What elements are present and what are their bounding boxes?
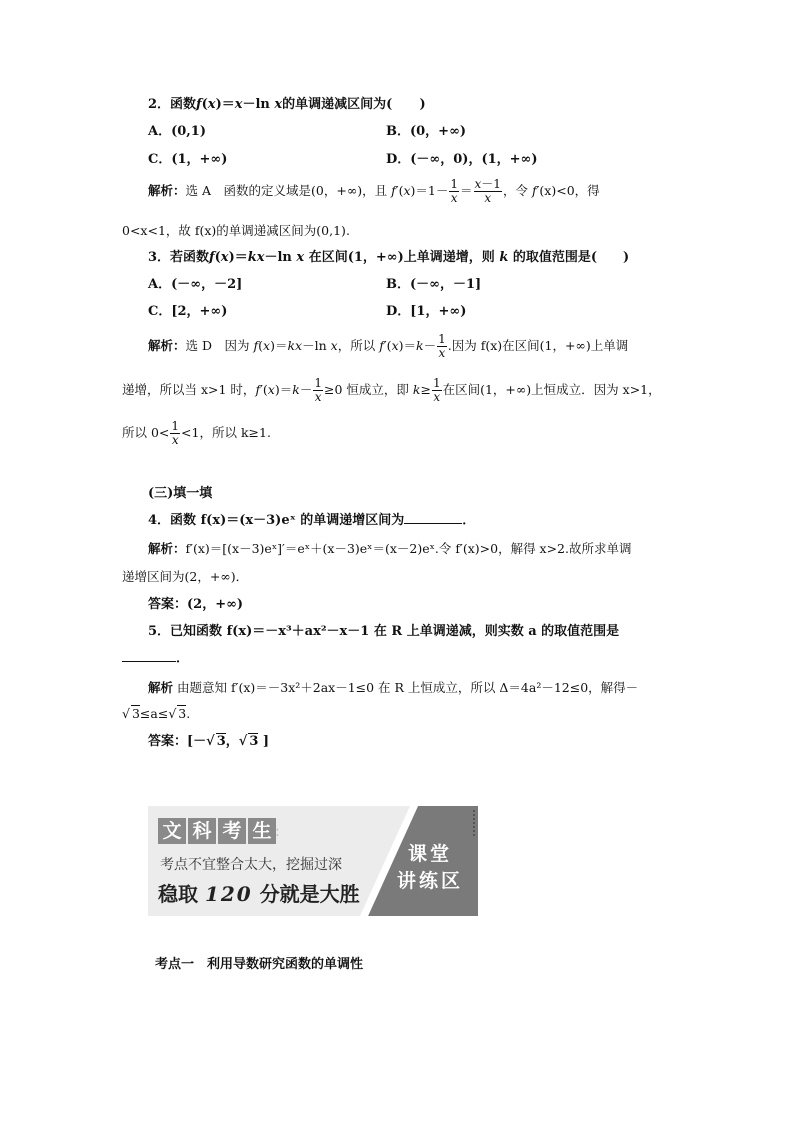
q5-answer-label: 答案： bbox=[148, 734, 188, 749]
q5-answer-close: ] bbox=[262, 734, 270, 749]
q2-fraction-1-over-x: $\frac{1}{x}$ bbox=[450, 177, 458, 205]
q3-option-d: D．[1，+∞) bbox=[386, 304, 467, 319]
banner-tile: 文 bbox=[158, 818, 186, 844]
q3-fraction-b: $\frac{1}{x}$ bbox=[314, 376, 322, 404]
q5-answer-open: [－ bbox=[187, 734, 207, 749]
q5-analysis-end: . bbox=[186, 706, 191, 721]
q3-analysis-text-c: .因为 f(x)在区间(1，+∞)上单调 bbox=[447, 338, 629, 353]
q5-stem-end: ． bbox=[176, 651, 190, 666]
q4-answer-label: 答案： bbox=[148, 597, 188, 612]
q2-stem-mid: 的单调递减区间为( bbox=[282, 97, 393, 112]
q2-fraction-x-minus-1-over-x: $\frac{x-1}{x}$ bbox=[474, 177, 501, 205]
q3-analysis-line3 bbox=[122, 420, 271, 447]
q3-analysis-line1: 解析：选 D 因为 f(x)＝kx－ln x，所以 f′(x)＝k－ $\frac{1}{x}$ .因为 f(x)在区间(1，+∞)上单调 bbox=[148, 332, 629, 360]
q5-analysis-ineq: ≤a≤ bbox=[139, 706, 169, 721]
q3-analysis-text-b: ，所以 bbox=[337, 338, 376, 353]
q3-stem-end: 的取值范围是( ) bbox=[512, 250, 630, 265]
q5-analysis-label: 解析 bbox=[148, 680, 174, 695]
q4-answer-value: (2，+∞) bbox=[187, 597, 244, 612]
q4-stem-text: 4．函数 f(x)＝(x－3)eˣ 的单调递增区间为 bbox=[148, 513, 405, 528]
q3-stem-prefix: 3．若函数 bbox=[148, 250, 210, 265]
q5-analysis-text: 由题意知 f′(x)＝－3x²＋2ax－1≤0 在 R 上恒成立，所以 Δ＝4a²－12≤0，解得－ bbox=[177, 680, 639, 695]
banner-slogan-b: 分就是大胜 bbox=[259, 882, 360, 906]
q2-analysis-label: 解析： bbox=[148, 183, 186, 198]
q5-sqrt-b: 3 bbox=[178, 706, 187, 721]
q4-analysis-line2: 递增区间为(2，+∞)． bbox=[122, 569, 249, 584]
topic-heading: 考点一 利用导数研究函数的单调性 bbox=[155, 957, 364, 972]
q4-analysis-line1 bbox=[148, 540, 632, 558]
q2-option-a: A．(0,1) bbox=[148, 124, 207, 139]
q3-option-b: B．(－∞，－1] bbox=[386, 277, 482, 292]
q2-stem-end: ) bbox=[419, 97, 426, 112]
banner-tile: 生 bbox=[248, 818, 276, 844]
q3-fraction-d: $\frac{1}{x}$ bbox=[171, 419, 180, 447]
banner-right-line1: 课堂 bbox=[407, 843, 452, 865]
q4-stem bbox=[148, 512, 475, 530]
banner-tile: 考 bbox=[218, 818, 246, 844]
q5-analysis-line2: √ 3≤a≤√ 3. bbox=[122, 706, 191, 721]
q4-analysis-text: f′(x)＝[(x－3)eˣ]′＝eˣ＋(x－3)eˣ＝(x－2)eˣ.令 f′(x)>0，解得 x>2.故所求单调 bbox=[185, 541, 632, 556]
q2-analysis-line1: 解析：选 A 函数的定义域是(0，+∞)，且 f′(x)＝1－ $\frac{1}{x}$ ＝ $\frac{x-1}{x}$ ，令 f′(x)<0，得 bbox=[148, 177, 600, 205]
q3-option-c: C．[2，+∞) bbox=[148, 304, 228, 319]
banner-right-line2: 讲练区 bbox=[396, 870, 463, 892]
q3-analysis-text-g: 所以 0< bbox=[122, 425, 170, 440]
section-banner bbox=[148, 806, 478, 916]
banner-colon: : bbox=[275, 824, 280, 840]
q3-analysis-text-a: 选 D 因为 bbox=[185, 338, 250, 353]
banner-slogan-number: 120 bbox=[204, 882, 253, 906]
q3-fraction-a: $\frac{1}{x}$ bbox=[438, 332, 446, 360]
q5-sqrt-a: 3 bbox=[131, 706, 140, 721]
q5-stem bbox=[148, 623, 619, 641]
q5-answer-sqrt-b: 3 bbox=[249, 734, 259, 749]
q3-analysis-label: 解析： bbox=[148, 338, 186, 353]
q4-answer bbox=[148, 596, 243, 614]
banner-slogan-a: 稳取 bbox=[158, 882, 198, 906]
q2-analysis-text-a: 选 A 函数的定义域是(0，+∞)，且 bbox=[185, 183, 388, 198]
q3-stem: 3．若函数f(x)＝kx－ln x 在区间(1，+∞)上单调递增，则 k 的取值范围是( ) bbox=[148, 250, 630, 265]
q2-stem: 2．函数f(x)＝x－ln x的单调递减区间为( ) bbox=[148, 97, 426, 112]
q3-stem-mid: 在区间(1，+∞)上单调递增，则 bbox=[308, 250, 495, 265]
q3-option-a: A．(－∞，－2] bbox=[148, 277, 243, 292]
q5-stem-text: 5．已知函数 f(x)＝－x³＋ax²－x－1 在 R 上单调递减，则实数 a 的取值范围是 bbox=[148, 624, 620, 639]
q3-analysis-text-h: <1，所以 k≥1. bbox=[181, 425, 271, 440]
section-title: (三)填一填 bbox=[148, 486, 213, 501]
q2-option-c: C．(1，+∞) bbox=[148, 152, 228, 167]
banner-tile: 科 bbox=[188, 818, 216, 844]
q2-stem-prefix: 2．函数 bbox=[148, 97, 197, 112]
q2-analysis-text-c: (x)<0，得 bbox=[539, 183, 600, 198]
q3-analysis-text-e: ≥0 恒成立，即 bbox=[323, 382, 409, 397]
q4-answer-blank bbox=[404, 523, 462, 524]
q4-analysis-label: 解析： bbox=[148, 541, 186, 556]
banner-right-label bbox=[388, 841, 472, 895]
q5-answer: 答案：[－√ 3，√ 3 ] bbox=[148, 734, 270, 749]
q3-analysis-text-f: 在区间(1，+∞)上恒成立．因为 x>1， bbox=[442, 382, 661, 397]
q2-analysis-line2: 0<x<1，故 f(x)的单调递减区间为(0,1). bbox=[122, 223, 350, 238]
q2-option-d: D．(－∞，0)，(1，+∞) bbox=[386, 152, 538, 167]
banner-slogan bbox=[158, 878, 360, 907]
q5-answer-sep: ， bbox=[225, 734, 239, 749]
q2-option-b: B．(0，+∞) bbox=[386, 124, 467, 139]
q5-analysis-line1 bbox=[148, 679, 638, 697]
q4-stem-end: ． bbox=[462, 513, 476, 528]
q3-analysis-text-d: 递增，所以当 x>1 时， bbox=[122, 382, 256, 397]
q3-analysis-line2: 递增，所以当 x>1 时，f′(x)＝k－ $\frac{1}{x}$ ≥0 恒成立，即 k≥ $\frac{1}{x}$ 在区间(1，+∞)上恒成立．因为 x>1， bbox=[122, 376, 661, 404]
banner-subtitle: 考点不宜整合太大，挖掘过深 bbox=[160, 857, 342, 873]
q5-answer-blank bbox=[122, 661, 176, 662]
q5-stem-line2 bbox=[122, 650, 189, 668]
q2-analysis-text-b: ，令 bbox=[502, 183, 528, 198]
banner-tiles bbox=[158, 818, 276, 844]
q3-fraction-c: $\frac{1}{x}$ bbox=[432, 376, 441, 404]
q5-answer-sqrt-a: 3 bbox=[216, 734, 226, 749]
